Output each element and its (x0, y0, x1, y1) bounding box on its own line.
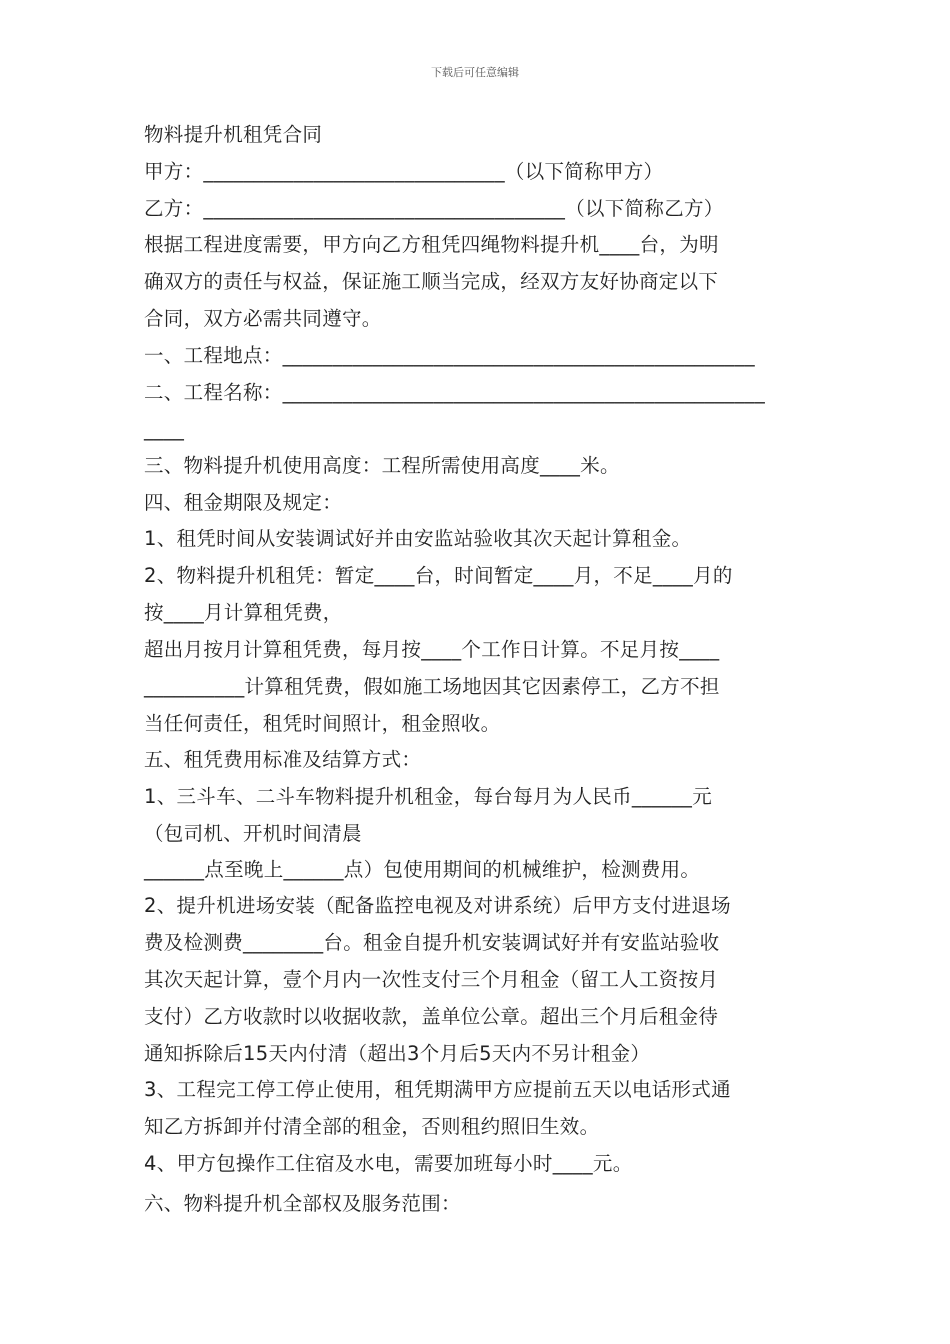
intro-line-3: 合同，双方必需共同遵守。 (144, 307, 382, 330)
section-5-item-2-line-2: 费及检测费________台。租金自提升机安装调试好并有安监站验收 (144, 931, 720, 954)
section-4-item-2-line-3: 超出月按月计算租凭费，每月按____个工作日计算。不足月按____ (144, 638, 720, 661)
section-4-item-1: 1、租凭时间从安装调试好并由安监站验收其次天起计算租金。 (144, 527, 692, 550)
section-2-name-cont: ____ (144, 418, 185, 441)
section-5-item-1-line-1: 1、三斗车、二斗车物料提升机租金，每台每月为人民币______元 (144, 785, 713, 808)
section-5-item-1-line-2: （包司机、开机时间清晨 (144, 822, 362, 845)
section-5-item-2-line-1: 2、提升机进场安装（配备监控电视及对讲系统）后甲方支付进退场 (144, 894, 731, 917)
section-3-height: 三、物料提升机使用高度：工程所需使用高度____米。 (144, 454, 620, 477)
intro-line-1: 根据工程进度需要，甲方向乙方租凭四绳物料提升机____台，为明 (144, 233, 719, 256)
section-5-item-1-line-3: ______点至晚上______点）包使用期间的机械维护，检测费用。 (144, 858, 701, 881)
contract-title: 物料提升机租凭合同 (144, 123, 323, 146)
section-5-item-3-line-1: 3、工程完工停工停止使用，租凭期满甲方应提前五天以电话形式通 (144, 1078, 731, 1101)
section-5-item-2-line-3: 其次天起计算，壹个月内一次性支付三个月租金（留工人工资按月 (144, 968, 719, 991)
section-4-item-2-line-4: __________计算租凭费，假如施工场地因其它因素停工，乙方不担 (144, 675, 720, 698)
intro-line-2: 确双方的责任与权益，保证施工顺当完成，经双方友好协商定以下 (144, 270, 719, 293)
section-4-item-2-line-5: 当任何责任，租凭时间照计，租金照收。 (144, 712, 501, 735)
section-4-heading: 四、租金期限及规定： (144, 491, 343, 514)
section-5-item-4: 4、甲方包操作工住宿及水电，需要加班每小时____元。 (144, 1152, 633, 1175)
section-5-item-3-line-2: 知乙方拆卸并付清全部的租金，否则租约照旧生效。 (144, 1115, 600, 1138)
section-6-heading: 六、物料提升机全部权及服务范围： (144, 1192, 461, 1215)
section-2-name: 二、工程名称：________________________________________________ (144, 381, 765, 404)
party-a-line: 甲方：______________________________（以下简称甲方） (144, 160, 664, 183)
section-1-location: 一、工程地点：_______________________________________________ (144, 344, 755, 367)
page-header: 下载后可任意编辑 (431, 66, 519, 79)
party-b-line: 乙方：____________________________________（以下简称乙方） (144, 197, 724, 220)
section-4-item-2-line-1: 2、物料提升机租凭：暂定____台，时间暂定____月，不足____月的 (144, 564, 733, 587)
section-5-item-2-line-5: 通知拆除后15天内付清（超出3个月后5天内不另计租金） (144, 1042, 651, 1065)
section-4-item-2-line-2: 按____月计算租凭费， (144, 601, 343, 624)
section-5-heading: 五、租凭费用标准及结算方式： (144, 748, 422, 771)
section-5-item-2-line-4: 支付）乙方收款时以收据收款，盖单位公章。超出三个月后租金待 (144, 1005, 719, 1028)
